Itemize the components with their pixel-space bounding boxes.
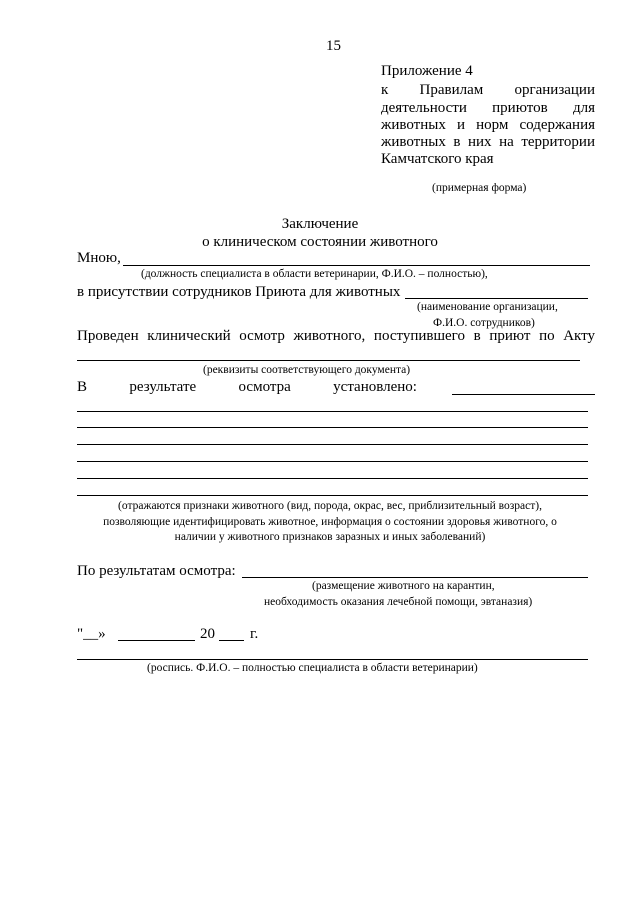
results-input-line[interactable] <box>242 577 588 578</box>
document-input-line[interactable] <box>77 360 580 361</box>
date-year-prefix: 20 <box>200 626 215 642</box>
word: приют <box>489 328 531 344</box>
date-year-input-line[interactable] <box>219 640 244 641</box>
heading-subtitle: о клиническом состоянии животного <box>202 234 438 250</box>
word: Правилам <box>419 82 484 98</box>
result-sentence <box>77 379 417 396</box>
word: осмотр <box>239 328 285 344</box>
appendix-line-3 <box>381 117 595 134</box>
organization-input-line[interactable] <box>405 298 588 299</box>
specialist-hint: (должность специалиста в области ветеринарии, Ф.И.О. – полностью), <box>141 268 488 280</box>
word: поступившего <box>373 328 465 344</box>
result-input-line-1[interactable] <box>77 411 588 412</box>
organization-hint-1: (наименование организации, <box>417 301 558 313</box>
word: приютов <box>492 100 548 116</box>
word: В <box>77 379 88 395</box>
word: территории <box>521 134 595 150</box>
word: животных <box>381 117 446 133</box>
word: них <box>468 134 492 150</box>
word: Акту <box>563 328 595 344</box>
result-input-line-6[interactable] <box>77 495 588 496</box>
result-input-line-3[interactable] <box>77 444 588 445</box>
heading-title: Заключение <box>281 216 359 232</box>
appendix-line-1 <box>381 82 595 99</box>
organization-hint-2: Ф.И.О. сотрудников) <box>433 317 535 329</box>
page-number: 15 <box>326 38 341 54</box>
word: в <box>453 134 461 150</box>
signature-hint: (роспись. Ф.И.О. – полностью специалиста в области ветеринарии) <box>147 662 478 674</box>
result-input-line-5[interactable] <box>77 478 588 479</box>
appendix-line-2 <box>381 100 595 117</box>
results-hint-2: необходимость оказания лечебной помощи, эвтаназия) <box>264 596 533 608</box>
form-type: (примерная форма) <box>432 182 527 194</box>
appendix-line-5: Камчатского края <box>381 151 494 167</box>
result-input-line-2[interactable] <box>77 427 588 428</box>
document-hint: (реквизиты соответствующего документа) <box>203 364 411 376</box>
word: животных <box>381 134 446 150</box>
word: по <box>539 328 555 344</box>
result-input-line-4[interactable] <box>77 461 588 462</box>
word: результате <box>129 379 197 395</box>
appendix-line-4 <box>381 134 595 151</box>
date-month-input-line[interactable] <box>118 640 195 641</box>
result-input-line-0[interactable] <box>452 394 595 395</box>
signs-hint-2: позволяющие идентифицировать животное, информация о состоянии здоровья животного, о <box>103 516 557 528</box>
specialist-input-line[interactable] <box>123 265 590 266</box>
word: установлено: <box>333 379 417 395</box>
word: содержания <box>519 117 595 133</box>
word: клинический <box>147 328 231 344</box>
signs-hint-1: (отражаются признаки животного (вид, порода, окрас, вес, приблизительный возраст), <box>118 500 542 512</box>
word: на <box>499 134 514 150</box>
exam-sentence <box>77 328 595 345</box>
by-me-label: Мною, <box>77 250 121 266</box>
word: организации <box>514 82 595 98</box>
word: к <box>381 82 389 98</box>
word: осмотра <box>238 379 291 395</box>
date-year-suffix: г. <box>250 626 259 642</box>
word: для <box>572 100 595 116</box>
results-label: По результатам осмотра: <box>77 563 236 579</box>
word: и <box>456 117 465 133</box>
word: деятельности <box>381 100 467 116</box>
presence-label: в присутствии сотрудников Приюта для животных <box>77 284 401 300</box>
signature-input-line[interactable] <box>77 659 588 660</box>
word: норм <box>476 117 509 133</box>
date-day: "__» <box>77 626 106 642</box>
signs-hint-3: наличии у животного признаков заразных и иных заболеваний) <box>174 531 486 543</box>
word: в <box>473 328 481 344</box>
appendix-title: Приложение 4 <box>381 63 473 79</box>
word: животного, <box>293 328 366 344</box>
word: Проведен <box>77 328 139 344</box>
results-hint-1: (размещение животного на карантин, <box>312 580 495 592</box>
